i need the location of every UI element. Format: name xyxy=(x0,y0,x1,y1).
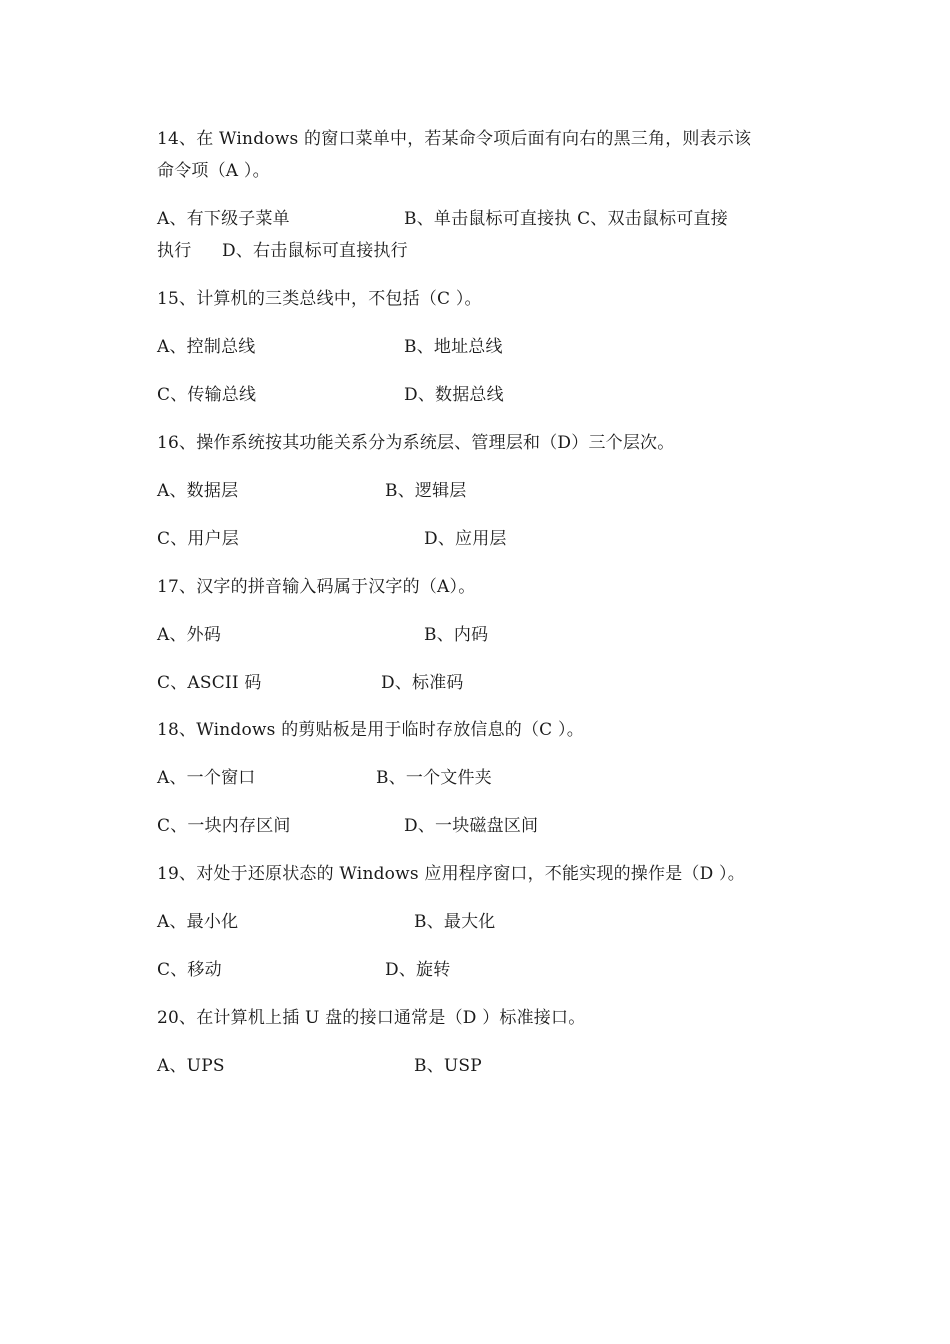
question-16-stem: 16、操作系统按其功能关系分为系统层、管理层和（D）三个层次。 xyxy=(157,433,675,453)
question-16-option-b: B、逻辑层 xyxy=(385,481,467,501)
question-18-option-a: A、一个窗口 xyxy=(157,768,256,788)
question-14-option-a: A、有下级子菜单 xyxy=(157,209,290,229)
question-15-option-b: B、地址总线 xyxy=(404,337,503,357)
question-14-stem-line-2: 命令项（A ）。 xyxy=(157,161,270,181)
question-18-option-c: C、一块内存区间 xyxy=(157,816,291,836)
question-18-option-b: B、一个文件夹 xyxy=(376,768,492,788)
question-18-stem: 18、Windows 的剪贴板是用于临时存放信息的（C ）。 xyxy=(157,720,584,740)
question-19-option-b: B、最大化 xyxy=(414,912,496,932)
question-14-option-c-continued: 执行 xyxy=(157,241,192,261)
question-17-stem: 17、汉字的拼音输入码属于汉字的（A）。 xyxy=(157,577,476,597)
question-14-option-b-c: B、单击鼠标可直接执 C、双击鼠标可直接 xyxy=(404,209,728,229)
question-14-option-d: D、右击鼠标可直接执行 xyxy=(222,241,408,261)
question-19-option-a: A、最小化 xyxy=(157,912,239,932)
question-17-option-b: B、内码 xyxy=(424,625,489,645)
question-17-option-a: A、外码 xyxy=(157,625,222,645)
question-20-stem: 20、在计算机上插 U 盘的接口通常是（D ）标准接口。 xyxy=(157,1008,586,1028)
question-16-option-c: C、用户层 xyxy=(157,529,240,549)
question-15-stem: 15、计算机的三类总线中，不包括（C ）。 xyxy=(157,289,482,309)
question-16-option-a: A、数据层 xyxy=(157,481,239,501)
question-18-option-d: D、一块磁盘区间 xyxy=(404,816,539,836)
question-20-option-b: B、USP xyxy=(414,1056,482,1076)
question-16-option-d: D、应用层 xyxy=(424,529,507,549)
question-17-option-c: C、ASCII 码 xyxy=(157,673,262,693)
question-14-stem-line-1: 14、在 Windows 的窗口菜单中，若某命令项后面有向右的黑三角，则表示该 xyxy=(157,129,752,149)
question-19-stem: 19、对处于还原状态的 Windows 应用程序窗口，不能实现的操作是（D ）。 xyxy=(157,864,745,884)
question-20-option-a: A、UPS xyxy=(157,1056,225,1076)
question-17-option-d: D、标准码 xyxy=(381,673,464,693)
question-15-option-d: D、数据总线 xyxy=(404,385,504,405)
question-19-option-c: C、移动 xyxy=(157,960,222,980)
question-19-option-d: D、旋转 xyxy=(385,960,451,980)
question-15-option-c: C、传输总线 xyxy=(157,385,257,405)
question-15-option-a: A、控制总线 xyxy=(157,337,256,357)
